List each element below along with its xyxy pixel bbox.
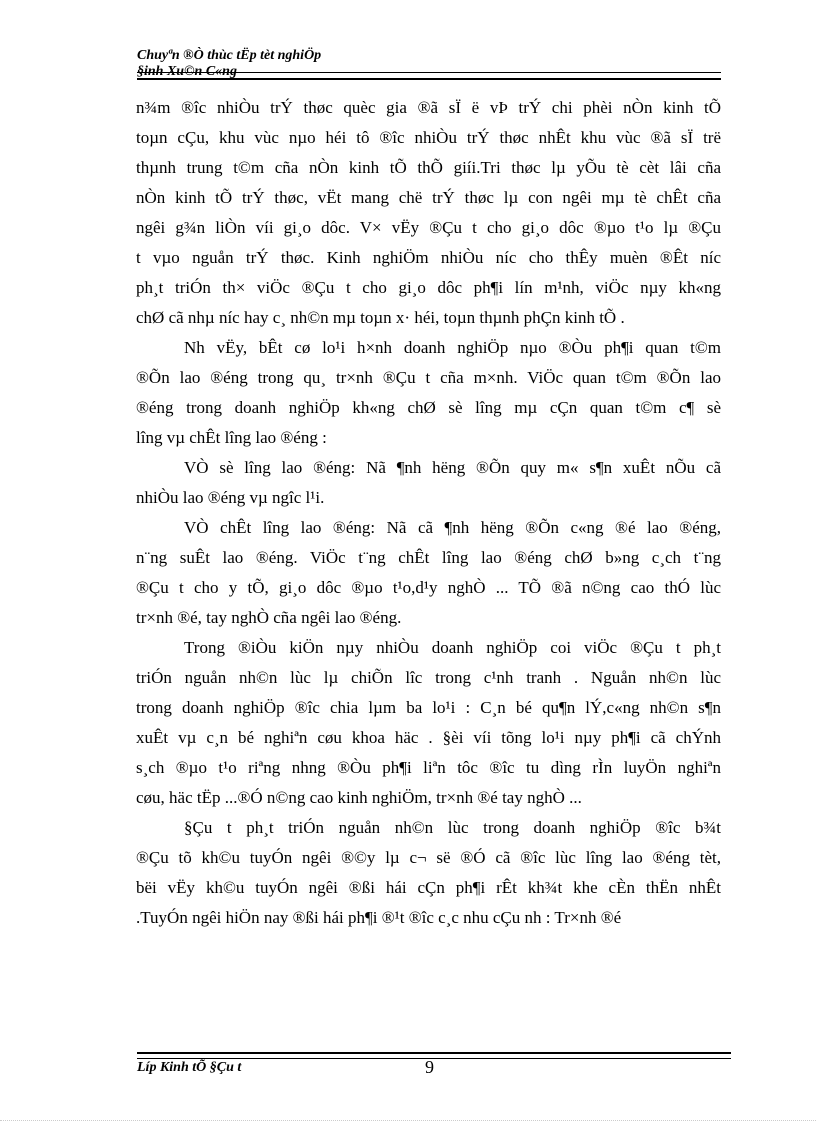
paragraph-line: triÓn nguån nh©n lùc lµ chiÕn lîc trong c¹nh tranh . Nguån nh©n lùc [136, 668, 721, 687]
paragraph-line: ph¸t triÓn th× viÖc ®Çu t cho gi¸o dôc ph¶i lín m¹nh, viÖc nµy kh«ng [136, 278, 721, 297]
paragraph-line: ®Çu tõ kh©u tuyÓn ngêi ®©y lµ c¬ së ®Ó cã ®îc lùc lîng lao ®éng tèt, [136, 848, 721, 867]
paragraph-line: ®éng trong doanh nghiÖp kh«ng chØ sè lîng mµ cÇn quan t©m c¶ sè [136, 398, 721, 417]
paragraph-line: bëi vËy kh©u tuyÓn ngêi ®ßi hái cÇn ph¶i rÊt kh¾t khe cÈn thËn nhÊt [136, 878, 721, 897]
paragraph-line: s¸ch ®µo t¹o riªng nhng ®Òu ph¶i liªn tôc ®îc tu dìng rÌn luyÖn nghiªn [136, 758, 721, 777]
paragraph-line: .TuyÓn ngêi hiÖn nay ®ßi hái ph¶i ®¹t ®îc c¸c nhu cÇu nh : Tr×nh ®é [136, 908, 622, 927]
page-number: 9 [425, 1057, 434, 1077]
paragraph [136, 513, 721, 633]
paragraph-line: §Çu t ph¸t triÓn nguån nh©n lùc trong doanh nghiÖp ®îc b¾t [184, 818, 721, 837]
paragraph-line: ®Õn lao ®éng trong qu¸ tr×nh ®Çu t cña m×nh. ViÖc quan t©m ®Õn lao [136, 368, 721, 387]
paragraph-line: Trong ®iÒu kiÖn nµy nhiÒu doanh nghiÖp coi viÖc ®Çu t ph¸t [184, 638, 721, 657]
paragraph-line: thµnh trung t©m cña nÒn kinh tÕ thÕ giíi.Tri thøc lµ yÕu tè cèt lâi cña [136, 158, 721, 177]
document-body [136, 93, 721, 933]
paragraph-line: Nh vËy, bÊt cø lo¹i h×nh doanh nghiÖp nµo ®Òu ph¶i quan t©m [184, 338, 721, 357]
paragraph-line: trong doanh nghiÖp ®îc chia lµm ba lo¹i : C¸n bé qu¶n lÝ,c«ng nh©n s¶n [136, 698, 721, 717]
paragraph-line: n¾m ®îc nhiÒu trÝ thøc quèc gia ®ã sÏ ë vÞ trÝ chi phèi nÒn kinh tÕ [136, 98, 721, 117]
paragraph-line: xuÊt vµ c¸n bé nghiªn cøu khoa häc . §èi víi tõng lo¹i nµy ph¶i cã chÝnh [136, 728, 721, 747]
paragraph-line: ngêi g¾n liÒn víi gi¸o dôc. V× vËy ®Çu t cho gi¸o dôc ®µo t¹o lµ ®Çu [136, 218, 721, 237]
paragraph [136, 333, 721, 453]
paragraph-line: lîng vµ chÊt lîng lao ®éng : [136, 428, 327, 447]
paragraph-line: nhiÒu lao ®éng vµ ngîc l¹i. [136, 488, 325, 507]
paragraph-line: VÒ sè lîng lao ®éng: Nã ¶nh hëng ®Õn quy m« s¶n xuÊt nÕu cã [184, 458, 721, 477]
paragraph [136, 93, 721, 333]
paragraph [136, 453, 721, 513]
footer-class-label: Líp Kinh tÕ §Çu t [137, 1060, 242, 1075]
header-rule [137, 72, 721, 80]
paragraph-line: ®Çu t cho y tÕ, gi¸o dôc ®µo t¹o,d¹y nghÒ ... TÕ ®ã n©ng cao thÓ lùc [136, 578, 721, 597]
paragraph-line: toµn cÇu, khu vùc nµo héi tô ®îc nhiÒu trÝ thøc nhÊt khu vùc ®ã sÏ trë [136, 128, 721, 147]
page-edge [0, 1120, 816, 1121]
header-title: Chuyªn ®Ò thùc tËp tèt nghiÖp [137, 48, 322, 63]
paragraph [136, 813, 721, 933]
paragraph-line: t vµo nguån trÝ thøc. Kinh nghiÖm nhiÒu níc cho thÊy muèn ®Êt níc [136, 248, 721, 267]
paragraph-line: VÒ chÊt lîng lao ®éng: Nã cã ¶nh hëng ®Õn c«ng ®é lao ®éng, [184, 518, 721, 537]
paragraph [136, 633, 721, 813]
paragraph-line: nÒn kinh tÕ trÝ thøc, vËt mang chë trÝ thøc lµ con ngêi mµ tè chÊt cña [136, 188, 721, 207]
paragraph-line: tr×nh ®é, tay nghÒ cña ngêi lao ®éng. [136, 608, 402, 627]
header-author: §inh Xu©n C«ng [137, 64, 237, 79]
paragraph-line: cøu, häc tËp ...®Ó n©ng cao kinh nghiÖm, tr×nh ®é tay nghÒ ... [136, 788, 582, 807]
paragraph-line: n¨ng suÊt lao ®éng. ViÖc t¨ng chÊt lîng lao ®éng chØ b»ng c¸ch t¨ng [136, 548, 721, 567]
paragraph-line: chØ cã nhµ níc hay c¸ nh©n mµ toµn x· héi, toµn thµnh phÇn kinh tÕ . [136, 308, 625, 327]
footer-rule [137, 1052, 731, 1059]
